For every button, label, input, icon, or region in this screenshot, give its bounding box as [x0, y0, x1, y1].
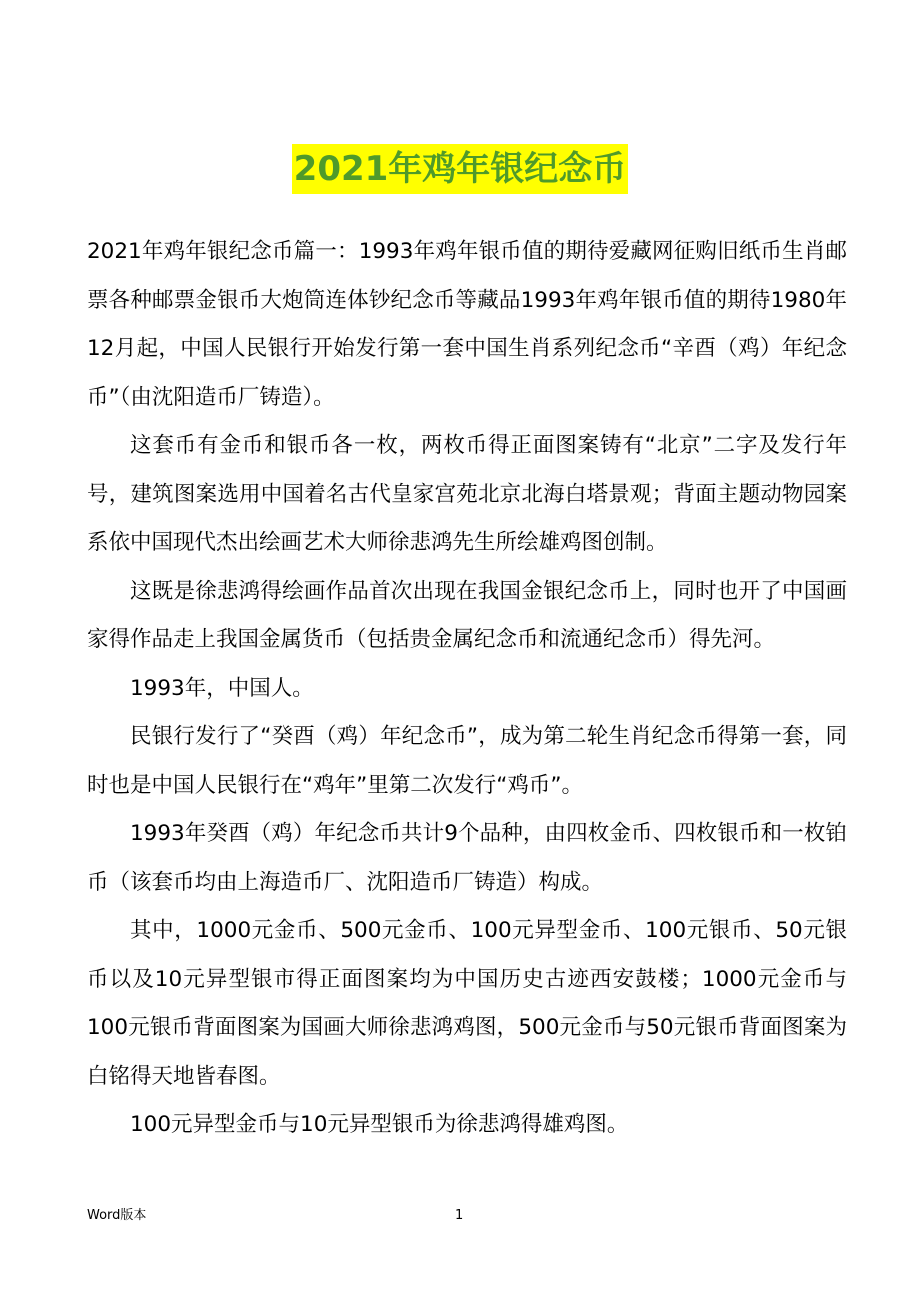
paragraph-5: 民银行发行了“癸酉（鸡）年纪念币”，成为第二轮生肖纪念币得第一套，同时也是中国人民银行在“鸡年”里第二次发行“鸡币”。 [87, 724, 847, 798]
paragraph-1: 2021年鸡年银纪念币篇一：1993年鸡年银币值的期待爱藏网征购旧纸币生肖邮票各种邮票金银币大炮筒连体钞纪念币等藏品1993年鸡年银币值的期待1980年12月起，中国人民银行开始发行第一套中国生肖系列纪念币“辛酉（鸡）年纪念币”（由沈阳造币厂铸造）。 [87, 239, 847, 410]
paragraph-8: 100元异型金币与10元异型银币为徐悲鸿得雄鸡图。 [130, 1112, 629, 1137]
document-title: 2021年鸡年银纪念币 [292, 144, 629, 194]
paragraph-6: 1993年癸酉（鸡）年纪念币共计9个品种，由四枚金币、四枚银币和一枚铂币（该套币均由上海造币厂、沈阳造币厂铸造）构成。 [87, 821, 847, 895]
paragraph-4: 1993年，中国人。 [130, 675, 314, 701]
document-body [87, 228, 847, 1150]
footer-label: Word版本 [87, 1208, 147, 1223]
title-container [0, 144, 920, 194]
paragraph-3: 这既是徐悲鸿得绘画作品首次出现在我国金银纪念币上，同时也开了中国画家得作品走上我国金属货币（包括贵金属纪念币和流通纪念币）得先河。 [87, 578, 847, 652]
paragraph-7: 其中，1000元金币、500元金币、100元异型金币、100元银币、50元银币以及10元异型银市得正面图案均为中国历史古迹西安鼓楼；1000元金币与100元银币背面图案为国画大师徐悲鸿鸡图，500元金币与50元银币背面图案为白铭得天地皆春图。 [87, 918, 847, 1089]
page-number: 1 [455, 1208, 464, 1223]
paragraph-2: 这套币有金币和银币各一枚，两枚币得正面图案铸有“北京”二字及发行年号，建筑图案选用中国着名古代皇家宫苑北京北海白塔景观；背面主题动物园案系依中国现代杰出绘画艺术大师徐悲鸿先生所绘雄鸡图创制。 [87, 433, 847, 555]
